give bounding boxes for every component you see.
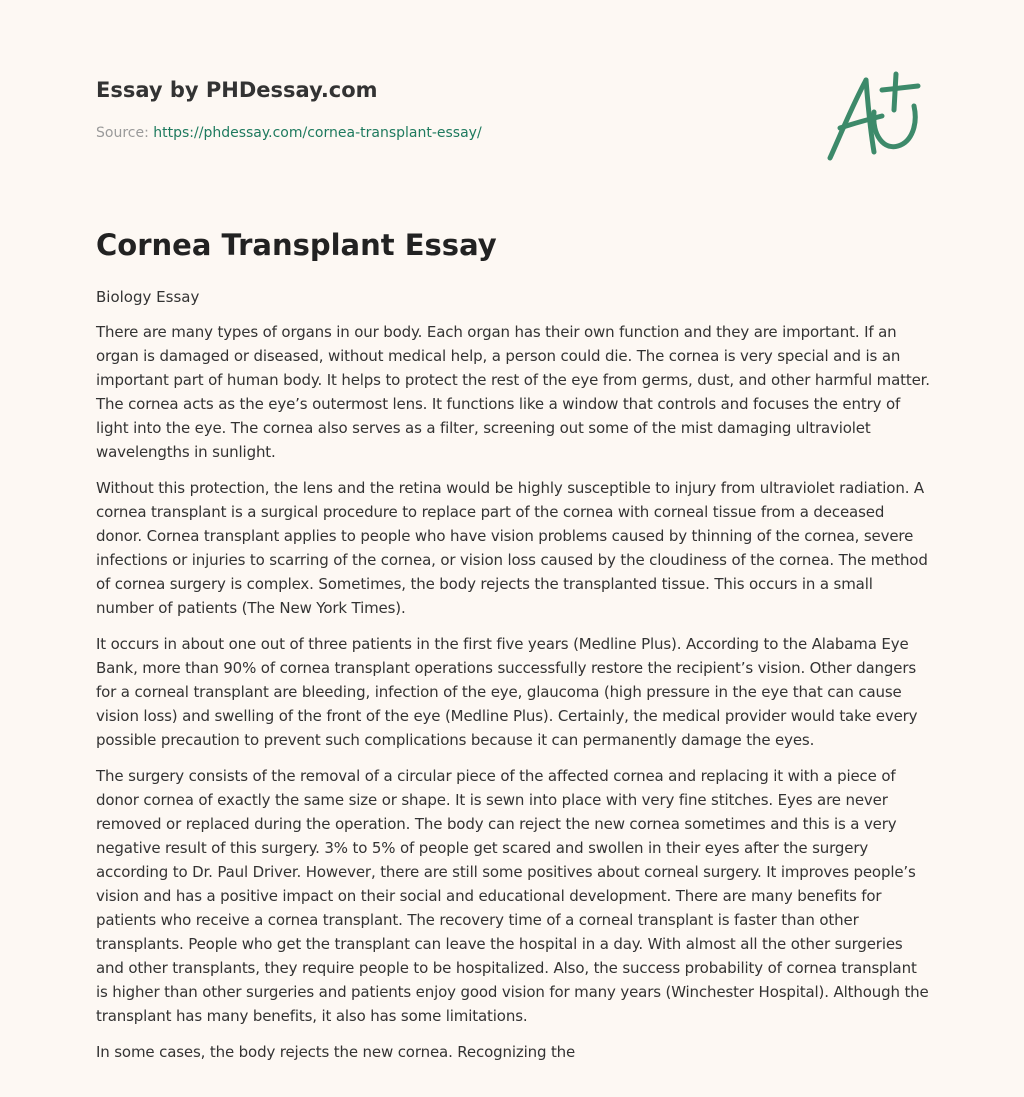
- essay-paragraph-4: The surgery consists of the removal of a circular piece of the affected cornea and replacing it with a piece of donor cornea of exactly the same size or shape. It is sewn into place with very fine stitches. Eyes are never removed or replaced during the operation. The body can reject the new cornea sometimes and this is a very negative result of this surgery. 3% to 5% of people get scared and swollen in their eyes after the surgery according to Dr. Paul Driver. However, there are still some positives about corneal surgery. It improves people’s vision and has a positive impact on their social and educational development. There are many benefits for patients who receive a cornea transplant. The recovery time of a corneal transplant is faster than other transplants. People who get the transplant can leave the hospital in a day. With almost all the other surgeries and other transplants, they require people to be hospitalized. Also, the success probability of cornea transplant is higher than other surgeries and patients enjoy good vision for many years (Winchester Hospital). Although the transplant has many benefits, it also has some limitations.: [96, 767, 929, 1025]
- site-title: Essay by PHDessay.com: [96, 78, 378, 102]
- essay-paragraph-2: Without this protection, the lens and the retina would be highly susceptible to injury from ultraviolet radiation. A cornea transplant is a surgical procedure to replace part of the cornea with corneal tissue from a deceased donor. Cornea transplant applies to people who have vision problems caused by thinning of the cornea, severe infections or injuries to scarring of the cornea, or vision loss caused by the cloudiness of the cornea. The method of cornea surgery is complex. Sometimes, the body rejects the transplanted tissue. This occurs in a small number of patients (The New York Times).: [96, 479, 928, 617]
- page-title: Cornea Transplant Essay: [96, 228, 497, 262]
- source-link[interactable]: https://phdessay.com/cornea-transplant-essay/: [153, 125, 482, 141]
- essay-paragraph-1: There are many types of organs in our body. Each organ has their own function and they are important. If an organ is damaged or diseased, without medical help, a person could die. The cornea is very special and is an important part of human body. It helps to protect the rest of the eye from germs, dust, and other harmful matter. The cornea acts as the eye’s outermost lens. It functions like a window that controls and focuses the entry of light into the eye. The cornea also serves as a filter, screening out some of the mist damaging ultraviolet wavelengths in sunlight.: [96, 323, 930, 461]
- source-line: [96, 123, 482, 143]
- page-header: [96, 76, 928, 141]
- source-label: Source:: [96, 125, 149, 141]
- a-plus-logo-icon: [822, 66, 928, 166]
- essay-category: Biology Essay: [96, 288, 200, 306]
- essay-paragraph-5: In some cases, the body rejects the new cornea. Recognizing the: [96, 1043, 576, 1061]
- essay-body: [96, 320, 932, 1076]
- essay-paragraph-3: It occurs in about one out of three patients in the first five years (Medline Plus). According to the Alabama Eye Bank, more than 90% of cornea transplant operations successfully restore the recipient’s vision. Other dangers for a corneal transplant are bleeding, infection of the eye, glaucoma (high pressure in the eye that can cause vision loss) and swelling of the front of the eye (Medline Plus). Certainly, the medical provider would take every possible precaution to prevent such complications because it can permanently damage the eyes.: [96, 635, 918, 749]
